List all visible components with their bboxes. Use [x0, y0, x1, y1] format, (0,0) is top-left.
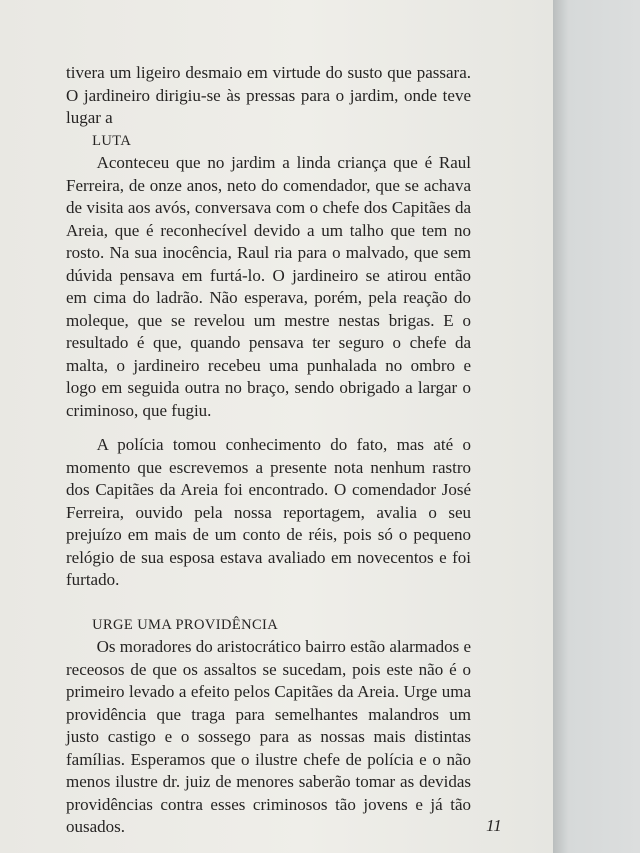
- section-heading-luta: LUTA: [92, 132, 132, 149]
- page-body: [66, 62, 471, 839]
- page-number: 11: [486, 816, 502, 835]
- section2-paragraph-1: Os moradores do aristocrático bairro estão alarmados e receosos de que os assaltos se sucedam, pois este não é o primeiro levado a efeito pelos Capitães da Areia. Urge uma providência que traga para semelhantes malandros um justo castigo e o sossego para as nossas mais distintas famílias. Esperamos que o ilustre chefe de polícia e o não menos ilustre dr. juiz de menores saberão tomar as devidas providências contra esses criminosos tão jovens e já tão ousados.: [66, 637, 471, 836]
- section1-paragraph-1: Aconteceu que no jardim a linda criança que é Raul Ferreira, de onze anos, neto do comendador, que se achava de visita aos avós, conversava com o chefe dos Capitães da Areia, que é reconhecível devido a um talho que tem no rosto. Na sua inocência, Raul ria para o malvado, que sem dúvida pensava em furtá-lo. O jardineiro se atirou então em cima do ladrão. Não esperava, porém, pela reação do moleque, que se revelou um mestre nestas brigas. E o resultado é que, quando pensava ter seguro o chefe da malta, o jardineiro recebeu uma punhalada no ombro e logo em seguida outra no braço, sendo obrigado a largar o criminoso, que fugiu.: [66, 153, 471, 420]
- section1-paragraph-2: A polícia tomou conhecimento do fato, mas até o momento que escrevemos a presente nota nenhum rastro dos Capitães da Areia foi encontrado. O comendador José Ferreira, ouvido pela nossa reportagem, avalia o seu prejuízo em mais de um conto de réis, pois só o pequeno relógio de sua esposa estava avaliado em novecentos e foi furtado.: [66, 435, 471, 589]
- intro-paragraph: tivera um ligeiro desmaio em virtude do susto que passara. O jardineiro dirigiu-se às pressas para o jardim, onde teve lugar a: [66, 63, 471, 127]
- section-heading-urge: URGE UMA PROVIDÊNCIA: [92, 616, 279, 633]
- page-edge: [553, 0, 640, 853]
